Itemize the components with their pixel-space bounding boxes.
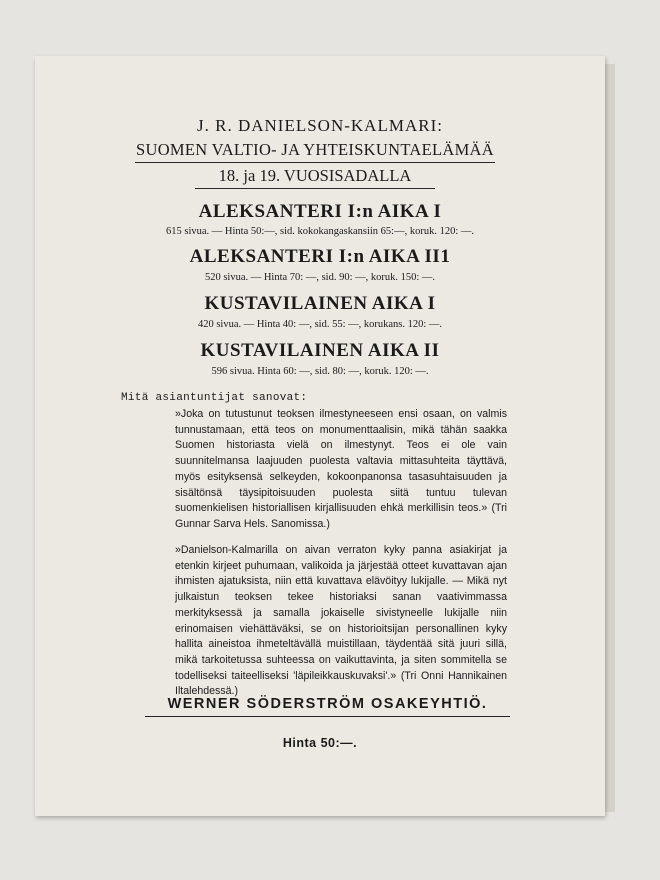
author-heading: J. R. DANIELSON-KALMARI: bbox=[197, 116, 443, 135]
book-info: 420 sivua. — Hinta 40: —, sid. 55: —, korukans. 120: —. bbox=[197, 319, 443, 330]
book-title: KUSTAVILAINEN AIKA II bbox=[200, 340, 440, 361]
publisher-name: WERNER SÖDERSTRÖM OSAKEYHTIÖ. bbox=[145, 696, 510, 717]
book-info: 520 sivua. — Hinta 70: —, sid. 90: —, koruk. 150: —. bbox=[204, 272, 436, 283]
book-info: 615 sivua. — Hinta 50:—, sid. kokokangaskansiin 65:—, koruk. 120: —. bbox=[166, 226, 474, 237]
book-title: KUSTAVILAINEN AIKA I bbox=[204, 293, 436, 314]
book-back-cover bbox=[35, 56, 605, 816]
book-title: ALEKSANTERI I:n AIKA I bbox=[198, 201, 442, 222]
review-quote: »Danielson-Kalmarilla on aivan verraton kyky panna asiakirjat ja etenkin kirjeet puhumaan, valikoida ja järjestää otteet kuvattavan ajan ihmisten ajatuksista, niin että kuvattava elävöityy lukijalle. — Mikä nyt julkaistun teoksen tekee historiaksi sanan vaativimmassa merkityksessä ja samalla jokaiselle sivistyneelle lukijalle niin erinomaisen viehättäväksi, se on historioitsijan personallinen kyky hallita aineistoa ihmeteltävällä muistillaan, täydentää sitä juuri sillä, mikä tarkoitetussa suhteessa on vaikuttavinta, ja siten sommitella se todelliseksi taiteelliseksi 'läpileikkauskuvaksi'.» (Tri Onni Hannikainen Iltalehdessä.) bbox=[175, 544, 507, 698]
book-title: ALEKSANTERI I:n AIKA II1 bbox=[189, 246, 451, 267]
series-title: SUOMEN VALTIO- JA YHTEISKUNTAELÄMÄÄ bbox=[135, 140, 495, 163]
reviews-intro: Mitä asiantuntijat sanovat: bbox=[121, 392, 308, 404]
review-quote: »Joka on tutustunut teoksen ilmestyneeseen ensi osaan, on valmis tunnustamaan, että teos on monumenttaalisin, mikä tähän saakka Suomen historiasta vielä on ilmestynyt. Teos ei ole vain suunnitelmansa laajuuden puolesta valtavia mittasuhteita täyttävä, myös esityksensä selkeyden, kokoonpanonsa tasasuhtaisuuden ja sisältönsä täysipitoisuuden puolesta siitä tuntuu tulevan suomenkielisen historiallisen kirjallisuuden ehkä merkillisin teos.» (Tri Gunnar Sarva Hels. Sanomissa.) bbox=[175, 408, 507, 530]
price-label: Hinta 50:—. bbox=[282, 736, 358, 750]
century-subtitle: 18. ja 19. VUOSISADALLA bbox=[195, 166, 435, 189]
book-info: 596 sivua. Hinta 60: —, sid. 80: —, koruk. 120: —. bbox=[211, 366, 429, 377]
